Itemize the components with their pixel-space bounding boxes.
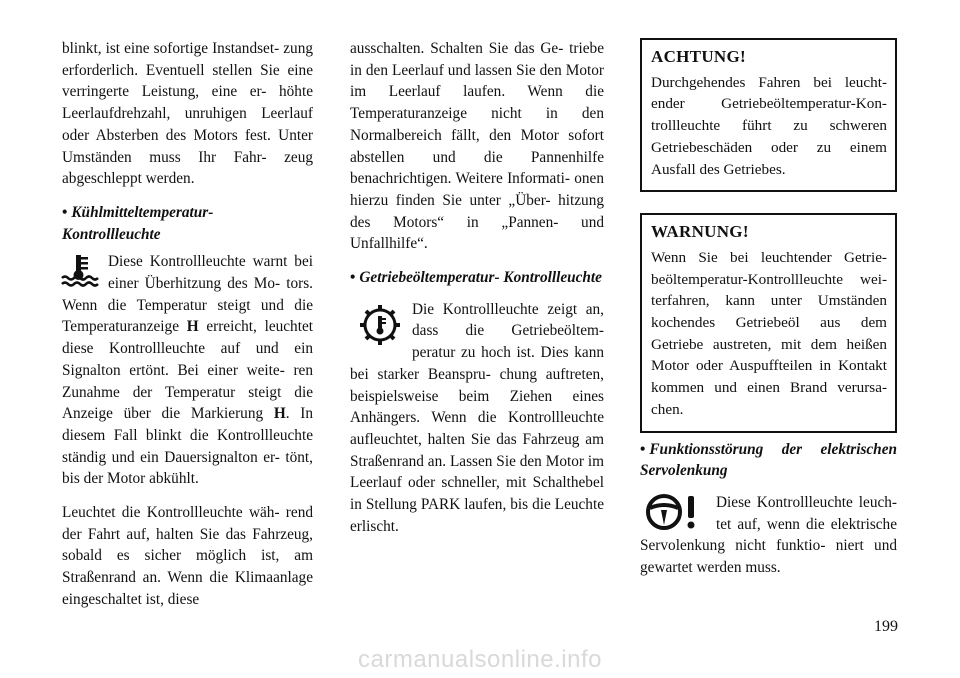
transmission-text: Die Kontrollleuchte zeigt an, dass die Getriebeöltem- peratur zu hoch ist. Dies kann bei starker Beanspru- chung auftreten, beispielsweise beim Ziehen eines Anhängers. Wenn die Kontrollleuchte aufleuchtet, halten Sie das Fahrzeug am Straßenrand an. Lassen Sie den Motor im Leerlauf oder schneller, mit Schalthebel in Stellung PARK laufen, bis die Leuchte erlischt. bbox=[350, 300, 604, 535]
bullet: • bbox=[62, 203, 68, 221]
caution-text: Durchgehendes Fahren bei leucht- ender Getriebeöltemperatur-Kon- trollleuchte führt zu schweren Getriebeschäden oder zu einem Ausfall des Getriebes. bbox=[651, 73, 887, 178]
bullet: • bbox=[350, 269, 356, 287]
paragraph-coolant-action: Leuchtet die Kontrollleuchte wäh- rend der Fahrt auf, halten Sie das Fahrzeug, sobald es sicher möglich ist, am Straßenrand an. Wenn die Klimaanlage eingeschaltet ist, diese bbox=[62, 504, 313, 608]
transmission-temperature-icon bbox=[350, 301, 412, 349]
power-steering-warning-icon bbox=[640, 492, 712, 534]
column-left bbox=[62, 38, 313, 611]
gauge-h-mark-2: H bbox=[273, 405, 286, 423]
caution-box bbox=[640, 38, 897, 192]
coolant-description bbox=[62, 251, 313, 490]
warning-box bbox=[640, 213, 897, 432]
transmission-heading-text: Getriebeöltemperatur- Kontrollleuchte bbox=[359, 269, 602, 287]
coolant-text-b: erreicht, leuchtet diese Kontrollleuchte auf und ein Signalton ertönt. Bei einer weite- ren Zunahme der Temperatur steigt die Anzeige über die Markierung bbox=[62, 318, 313, 423]
paragraph-intro-continued: blinkt, ist eine sofortige Instandset- zung erforderlich. Eventuell stellen Sie eine verringerte Leistung, eine er- höhte Leerlaufdrehzahl, unruhigen Leerlauf oder Absterben des Motors fest. Unter Umständen muss Ihr Fahr- zeug abgeschleppt werden. bbox=[62, 40, 313, 188]
caution-title: ACHTUNG! bbox=[651, 47, 746, 66]
column-right bbox=[640, 38, 897, 579]
power-steering-description bbox=[640, 492, 897, 579]
power-steering-heading bbox=[640, 439, 897, 482]
transmission-heading bbox=[350, 267, 604, 289]
coolant-text-c: . In diesem Fall blinkt die Kontrollleuchte ständig und ein Dauersignalton er- tönt, bis der Motor abkühlt. bbox=[62, 405, 313, 488]
coolant-text-a: Diese Kontrollleuchte warnt bei einer Überhitzung des Mo- tors. Wenn die Temperatur steigt und die Temperaturanzeige bbox=[62, 253, 313, 336]
coolant-heading bbox=[62, 202, 313, 245]
coolant-heading-text: Kühlmitteltemperatur- Kontrollleuchte bbox=[62, 203, 214, 243]
power-steering-text: Diese Kontrollleuchte leuch- tet auf, wenn die elektrische Servolenkung nicht funktio- niert und gewartet werden muss. bbox=[640, 493, 897, 577]
coolant-temperature-icon bbox=[60, 253, 102, 287]
warning-text: Wenn Sie bei leuchtender Getrie- beöltemperatur-Kontrollleuchte wei- terfahren, kann unter Umständen kochendes Getriebeöl aus dem Getriebe austreten, mit dem heißen Motor oder Auspuffteilen in Kontakt kommen und einen Brand verursa- chen. bbox=[651, 248, 887, 418]
warning-title: WARNUNG! bbox=[651, 222, 749, 242]
watermark: carmanualsonline.info bbox=[358, 646, 602, 673]
gauge-h-mark: H bbox=[186, 318, 199, 336]
page-number: 199 bbox=[874, 618, 898, 635]
column-middle bbox=[350, 38, 604, 537]
power-steering-heading-text: Funktionsstörung der elektrischen Servolenkung bbox=[640, 440, 897, 480]
transmission-description bbox=[350, 299, 604, 538]
paragraph-coolant-action-continued: ausschalten. Schalten Sie das Ge- triebe in den Leerlauf und lassen Sie den Motor im Leerlauf laufen. Wenn die Temperaturanzeige nicht in den Normalbereich fällt, den Motor sofort abstellen und die Pannenhilfe benachrichtigen. Weitere Informati- onen hierzu finden Sie unter „Über- hitzung des Motors“ in „Pannen- und Unfallhilfe“. bbox=[350, 40, 604, 253]
bullet: • bbox=[640, 440, 646, 458]
